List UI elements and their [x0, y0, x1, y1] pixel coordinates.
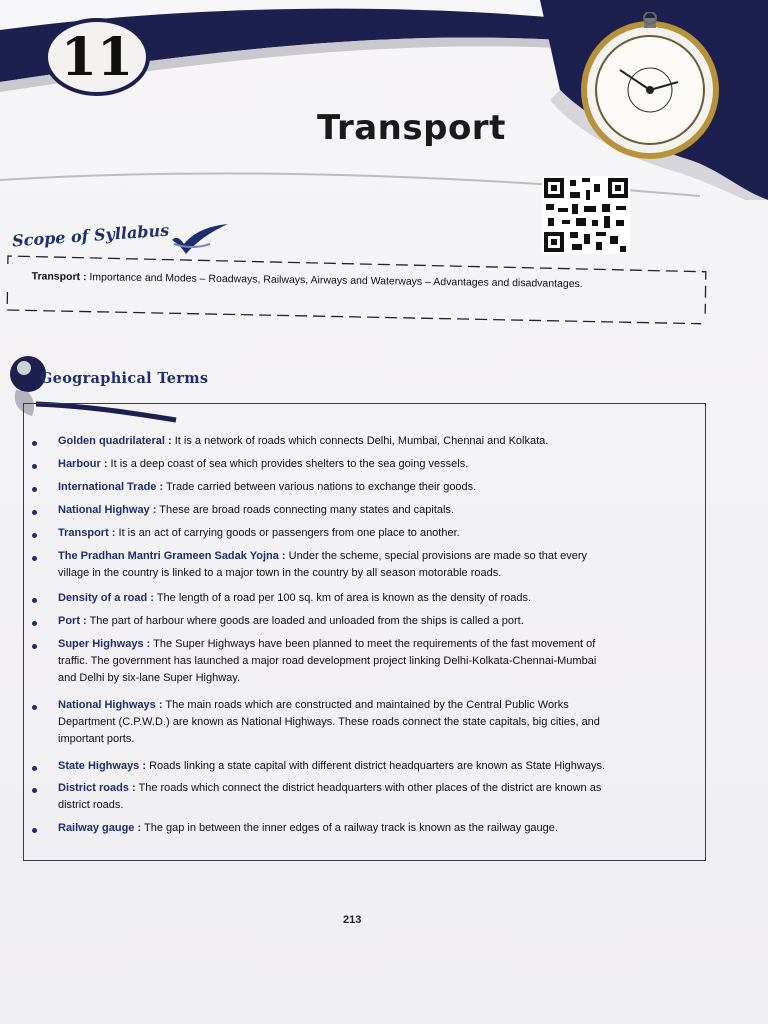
term-label: Super Highways : [58, 638, 151, 650]
scope-heading: Scope of Syllabus [11, 220, 170, 251]
qr-code-icon [542, 176, 630, 254]
chapter-number: 11 [44, 18, 150, 96]
term-item [58, 525, 460, 542]
term-label: Port : [58, 615, 87, 627]
term-definition: The part of harbour where goods are loaded and unloaded from the ships is called a port. [86, 615, 524, 627]
bullet-icon [32, 705, 37, 710]
term-item [58, 758, 605, 775]
term-item [58, 590, 531, 607]
term-definition-line-3: important ports. [58, 733, 135, 745]
term-definition: Trade carried between various nations to exchange their goods. [163, 481, 477, 493]
bullet-icon [32, 828, 37, 833]
term-item [58, 456, 468, 473]
term-item [58, 636, 596, 687]
term-definition: Roads linking a state capital with different district headquarters are known as State Highways. [146, 760, 606, 772]
term-label: State Highways : [58, 760, 147, 772]
term-definition: The main roads which are constructed and maintained by the Central Public Works [162, 699, 569, 711]
bullet-icon [32, 788, 37, 793]
term-definition-line-2: village in the country is linked to a major town in the country by all season motorable roads. [58, 567, 502, 579]
bullet-icon [32, 487, 37, 492]
scope-text-body: Importance and Modes – Roadways, Railways, Airways and Waterways – Advantages and disadvantages. [86, 271, 583, 291]
term-item [58, 479, 476, 496]
term-item [58, 697, 600, 748]
geographical-terms-heading: Geographical Terms [40, 370, 209, 387]
term-definition-line-3: and Delhi by six-lane Super Highway. [58, 672, 240, 684]
term-item [58, 548, 587, 582]
term-definition: It is a deep coast of sea which provides shelters to the sea going vessels. [107, 458, 469, 470]
term-definition: The roads which connect the district headquarters with other places of the district are known as [135, 782, 602, 794]
term-label: Harbour : [58, 458, 108, 470]
term-definition: The gap in between the inner edges of a railway track is known as the railway gauge. [141, 822, 558, 834]
bullet-icon [32, 621, 37, 626]
term-item [58, 502, 454, 519]
stopwatch-icon [560, 12, 740, 162]
scope-text-label: Transport : [31, 270, 87, 284]
term-label: The Pradhan Mantri Grameen Sadak Yojna : [58, 550, 286, 562]
chapter-title: Transport [317, 108, 506, 148]
term-label: National Highway : [58, 504, 157, 516]
bullet-icon [32, 441, 37, 446]
term-item [58, 820, 558, 837]
check-mark-icon [170, 222, 232, 256]
term-item [58, 613, 524, 630]
term-definition-line-2: Department (C.P.W.D.) are known as National Highways. These roads connect the state capitals, big cities, and [58, 716, 600, 728]
term-label: Golden quadrilateral : [58, 435, 172, 447]
bullet-icon [32, 510, 37, 515]
term-label: District roads : [58, 782, 136, 794]
page-number: 213 [343, 914, 362, 926]
term-definition: The length of a road per 100 sq. km of area is known as the density of roads. [153, 592, 532, 604]
term-label: International Trade : [58, 481, 164, 493]
term-label: Density of a road : [58, 592, 154, 604]
term-item [58, 433, 548, 450]
bullet-icon [32, 533, 37, 538]
term-definition-line-2: traffic. The government has launched a major road development project linking Delhi-Kolkata-Chennai-Mumbai [58, 655, 597, 667]
bullet-icon [32, 766, 37, 771]
term-definition: It is a network of roads which connects Delhi, Mumbai, Chennai and Kolkata. [171, 435, 549, 447]
term-definition: The Super Highways have been planned to meet the requirements of the fast movement of [150, 638, 596, 650]
term-item [58, 780, 601, 814]
term-definition: Under the scheme, special provisions are made so that every [285, 550, 588, 562]
bullet-icon [32, 598, 37, 603]
term-definition-line-2: district roads. [58, 799, 124, 811]
bullet-icon [32, 644, 37, 649]
term-label: National Highways : [58, 699, 163, 711]
term-definition: It is an act of carrying goods or passengers from one place to another. [115, 527, 460, 539]
bullet-icon [32, 464, 37, 469]
term-label: Railway gauge : [58, 822, 142, 834]
bullet-icon [32, 556, 37, 561]
term-definition: These are broad roads connecting many states and capitals. [156, 504, 454, 516]
term-label: Transport : [58, 527, 116, 539]
scope-box [5, 252, 708, 326]
